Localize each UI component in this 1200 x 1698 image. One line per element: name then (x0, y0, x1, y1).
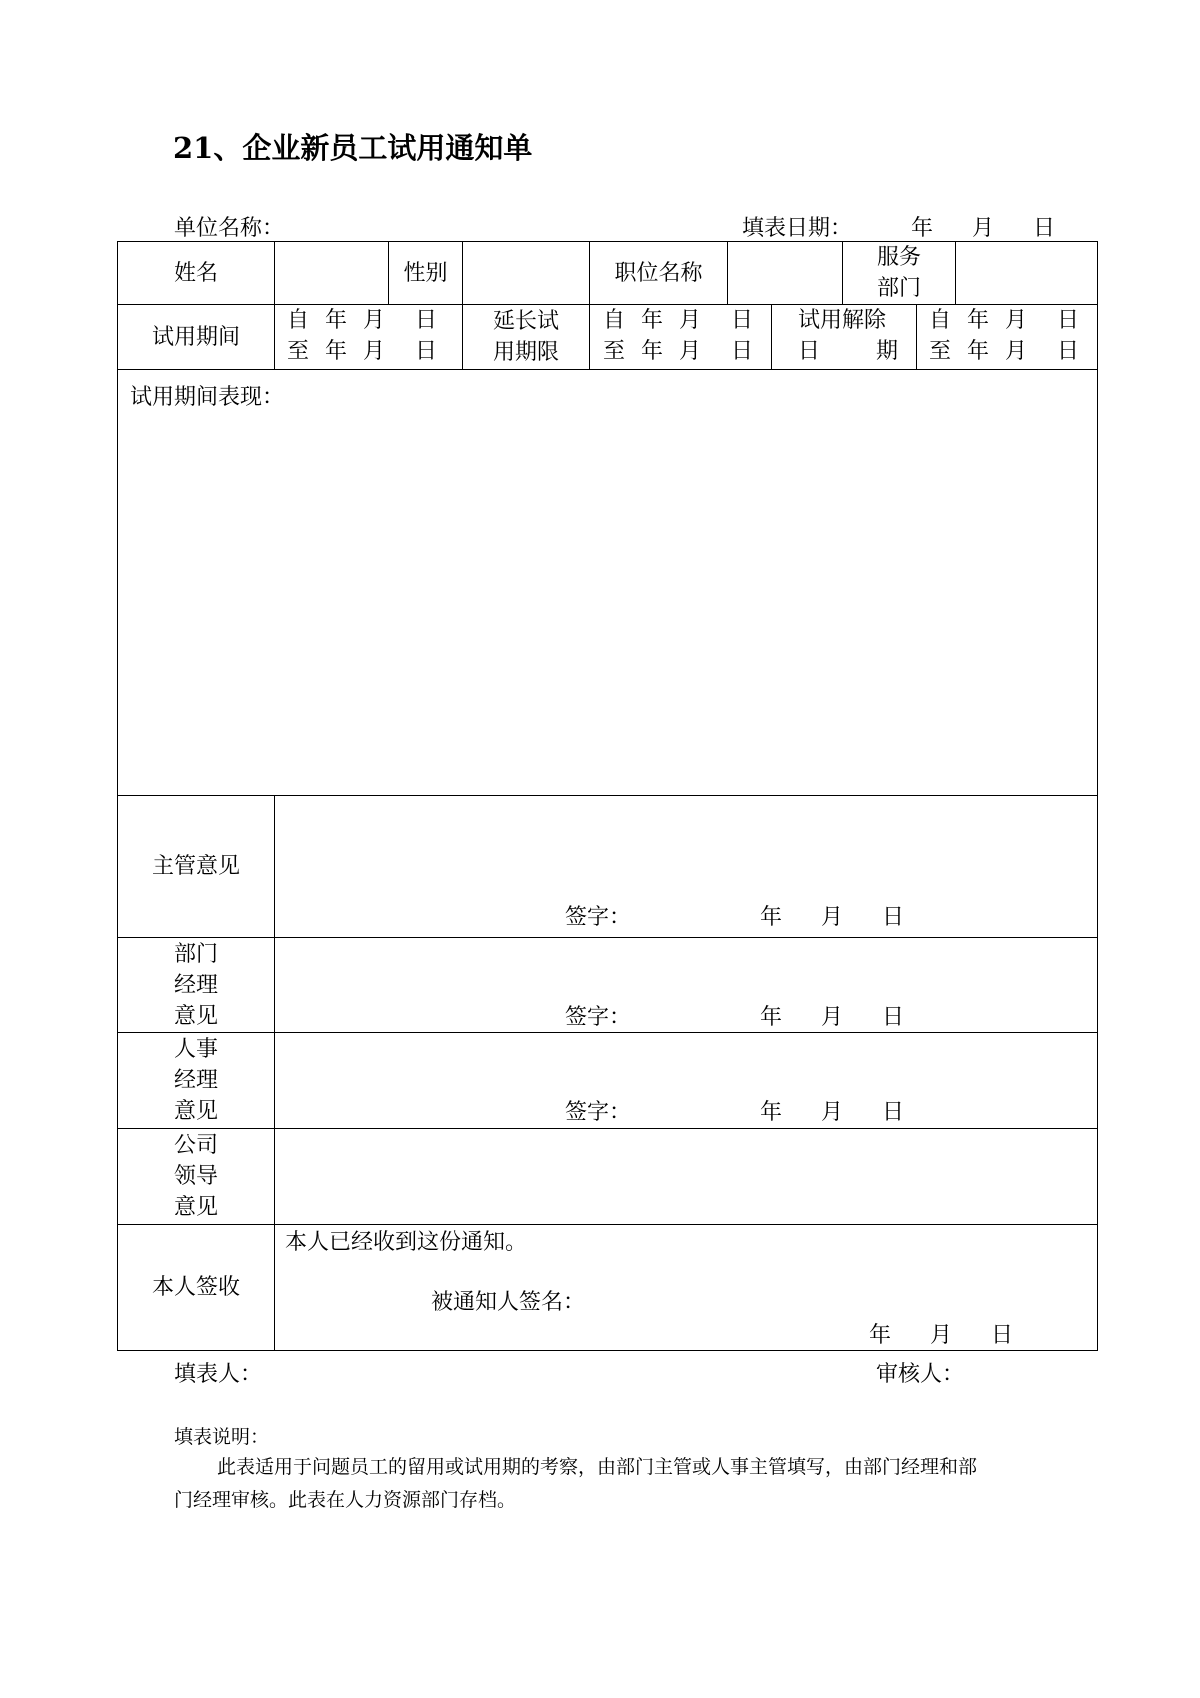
extend-to-month: 月 (678, 339, 701, 364)
extend-from-year: 年 (640, 308, 663, 333)
release-to-day: 日 (1056, 339, 1079, 364)
extend-to-line (603, 336, 753, 367)
release-from-day: 日 (1056, 308, 1079, 333)
trial-to-month: 月 (362, 339, 385, 364)
company-leader-opinion-area[interactable] (275, 1129, 1097, 1224)
extend-from-month: 月 (678, 308, 701, 333)
hr-manager-sign-day: 日 (882, 1100, 905, 1125)
release-from-line (929, 305, 1079, 336)
filler-label: 填表人： (174, 1362, 263, 1387)
acknowledge-month: 月 (930, 1323, 953, 1348)
release-from-year: 年 (966, 308, 989, 333)
release-date-label-line2 (790, 336, 898, 367)
supervisor-sign-label: 签字： (565, 905, 632, 930)
company-leader-opinion-label (118, 1129, 274, 1224)
name-field[interactable] (275, 242, 388, 304)
instructions-line2: 门经理审核。此表在人力资源部门存档。 (174, 1489, 517, 1511)
trial-to-line (287, 336, 437, 367)
dept-manager-sign-month: 月 (821, 1005, 844, 1030)
acknowledge-label: 本人签收 (151, 1275, 240, 1300)
extend-to-day: 日 (730, 339, 753, 364)
dept-manager-sign-day: 日 (882, 1005, 905, 1030)
dept-manager-label-line3: 意见 (173, 1003, 218, 1029)
trial-to-label: 至 (287, 339, 310, 364)
dept-manager-label-line1: 部门 (173, 941, 218, 967)
release-from-month: 月 (1004, 308, 1027, 333)
dept-manager-opinion-label (118, 938, 274, 1032)
extend-period-label (463, 305, 589, 369)
extend-to-label: 至 (603, 339, 626, 364)
company-leader-label-line2: 领导 (173, 1164, 218, 1189)
company-leader-label-line1: 公司 (173, 1133, 218, 1158)
dept-manager-sign-year: 年 (760, 1005, 783, 1030)
company-leader-label-line3: 意见 (173, 1195, 218, 1220)
supervisor-sign-day: 日 (882, 905, 905, 930)
fill-date-label: 填表日期： (742, 216, 853, 241)
trial-from-day: 日 (414, 308, 437, 333)
trial-from-year: 年 (324, 308, 347, 333)
service-dept-label-line1: 服务 (876, 245, 921, 270)
hr-manager-opinion-label (118, 1033, 274, 1128)
trial-period-dates[interactable] (287, 305, 437, 369)
release-date-label-ri: 日 (798, 339, 821, 364)
trial-from-month: 月 (362, 308, 385, 333)
service-dept-field[interactable] (956, 242, 1097, 304)
dept-manager-opinion-area[interactable] (275, 938, 1097, 1032)
trial-from-label: 自 (287, 308, 310, 333)
notified-sign-label: 被通知人签名： (431, 1290, 586, 1315)
fill-date-month: 月 (972, 216, 995, 241)
hr-manager-label-line1: 人事 (173, 1037, 218, 1062)
trial-from-line (287, 305, 437, 336)
hr-manager-opinion-area[interactable] (275, 1033, 1097, 1128)
extend-period-dates[interactable] (603, 305, 753, 369)
supervisor-sign-year: 年 (760, 905, 783, 930)
instructions-line1: 此表适用于问题员工的留用或试用期的考察，由部门主管或人事主管填写，由部门经理和部 (217, 1456, 978, 1478)
name-label: 姓名 (173, 260, 218, 286)
supervisor-opinion-label: 主管意见 (151, 854, 240, 879)
service-dept-label (843, 242, 955, 304)
release-from-label: 自 (929, 308, 952, 333)
extend-period-label-line2: 用期限 (492, 340, 559, 365)
acknowledge-area[interactable] (275, 1225, 1097, 1350)
hr-manager-label-line2: 经理 (173, 1068, 218, 1093)
instructions-heading: 填表说明： (174, 1426, 270, 1448)
extend-period-label-line1: 延长试 (492, 309, 559, 334)
acknowledge-year: 年 (869, 1323, 892, 1348)
release-to-line (929, 336, 1079, 367)
acknowledge-text: 本人已经收到这份通知。 (285, 1230, 528, 1255)
release-dates[interactable] (929, 305, 1079, 369)
release-to-label: 至 (929, 339, 952, 364)
trial-to-day: 日 (414, 339, 437, 364)
gender-field[interactable] (463, 242, 589, 304)
reviewer-label: 审核人： (876, 1362, 965, 1387)
position-label: 职位名称 (614, 260, 703, 286)
hr-manager-sign-year: 年 (760, 1100, 783, 1125)
release-date-label (790, 305, 905, 369)
dept-manager-sign-label: 签字： (565, 1005, 632, 1030)
hr-manager-label-line3: 意见 (173, 1099, 218, 1124)
fill-date-year: 年 (911, 216, 934, 241)
position-field[interactable] (728, 242, 842, 304)
acknowledge-day: 日 (991, 1323, 1014, 1348)
gender-label: 性别 (403, 260, 448, 286)
release-to-year: 年 (966, 339, 989, 364)
unit-name-label: 单位名称： (174, 216, 285, 241)
extend-from-day: 日 (730, 308, 753, 333)
supervisor-opinion-area[interactable] (275, 796, 1097, 937)
performance-label: 试用期间表现： (130, 385, 285, 410)
dept-manager-label-line2: 经理 (173, 972, 218, 998)
extend-from-line (603, 305, 753, 336)
trial-period-label: 试用期间 (151, 324, 240, 350)
release-date-label-qi: 期 (875, 339, 898, 364)
page-title: 21、企业新员工试用通知单 (173, 131, 533, 165)
fill-date-day: 日 (1033, 216, 1056, 241)
supervisor-sign-month: 月 (821, 905, 844, 930)
release-date-label-line1: 试用解除 (798, 308, 887, 333)
service-dept-label-line2: 部门 (876, 276, 921, 301)
extend-to-year: 年 (640, 339, 663, 364)
extend-from-label: 自 (603, 308, 626, 333)
release-to-month: 月 (1004, 339, 1027, 364)
trial-to-year: 年 (324, 339, 347, 364)
performance-area[interactable] (118, 370, 1097, 795)
hr-manager-sign-label: 签字： (565, 1100, 632, 1125)
hr-manager-sign-month: 月 (821, 1100, 844, 1125)
